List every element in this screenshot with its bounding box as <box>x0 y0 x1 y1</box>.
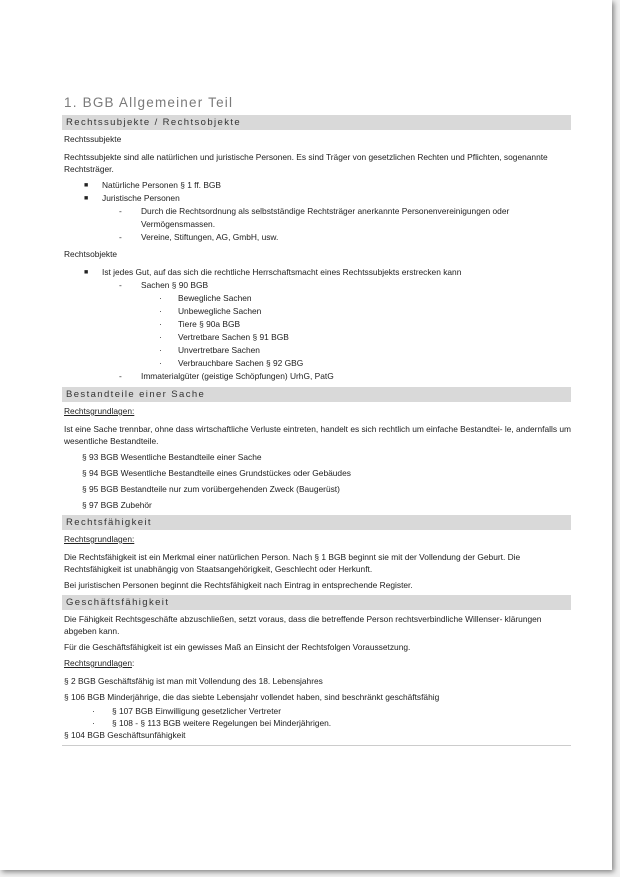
list-item: · Unvertretbare Sachen <box>159 345 260 355</box>
law-reference: § 94 BGB Wesentliche Bestandteile eines Grundstückes oder Gebäudes <box>82 468 351 478</box>
law-reference: § 93 BGB Wesentliche Bestandteile einer Sache <box>82 452 262 462</box>
section-heading-rechtsfaehigkeit: Rechtsfähigkeit <box>62 515 571 530</box>
rechtsfaehigkeit-text: Die Rechtsfähigkeit ist ein Merkmal einer natürlichen Person. Nach § 1 BGB beginnt sie mit der Vollendung der Geburt. Die Rechtsfähigkeit ist unabhängig von Staatsangehörigkeit, Geschlecht oder Herkunft. <box>64 552 521 574</box>
bullet-dot-icon: · <box>92 718 95 728</box>
page-content <box>62 95 571 746</box>
list-item: - Durch die Rechtsordnung als selbstständige Rechtsträger anerkannte Personenvereinigungen oder Vermögensmassen. <box>119 206 510 229</box>
bullet-dash-icon: - <box>119 371 122 381</box>
geschaeftsfaehigkeit-text-einsicht: Für die Geschäftsfähigkeit ist ein gewisses Maß an Einsicht der Rechtsfolgen Voraussetzung. <box>64 642 411 652</box>
section-heading-bestandteile: Bestandteile einer Sache <box>62 387 571 402</box>
list-item: ■ Natürliche Personen § 1 ff. BGB <box>84 180 222 190</box>
law-reference: § 106 BGB Minderjährige, die das siebte Lebensjahr vollendet haben, sind beschränkt geschäftsfähig <box>64 692 440 702</box>
geschaeftsfaehigkeit-text: Die Fähigkeit Rechtsgeschäfte abzuschließen, setzt voraus, dass die betreffende Person rechtsverbindliche Willenser- klärungen abgeben kann. <box>64 614 542 636</box>
bullet-square-icon: ■ <box>84 182 89 189</box>
bestandteile-text: Ist eine Sache trennbar, ohne dass wirtschaftliche Verluste eintreten, handelt es sich rechtlich um einfache Bestandtei- le, andernfalls um wesentliche Bestandteile. <box>64 424 571 446</box>
bullet-dot-icon: · <box>159 345 162 355</box>
bullet-dash-icon: - <box>119 280 122 290</box>
subheading-rechtssubjekte: Rechtssubjekte <box>64 134 122 144</box>
list-item: · Tiere § 90a BGB <box>159 319 241 329</box>
bullet-dot-icon: · <box>92 706 95 716</box>
list-item: ■ Juristische Personen <box>84 193 180 203</box>
subheading-rechtsgrundlagen: Rechtsgrundlagen: <box>64 534 135 544</box>
list-item: ■ Ist jedes Gut, auf das sich die rechtliche Herrschaftsmacht eines Rechtssubjekts erstrecken kann <box>84 267 462 277</box>
bullet-dot-icon: · <box>159 306 162 316</box>
law-reference: § 2 BGB Geschäftsfähig ist man mit Vollendung des 18. Lebensjahres <box>64 676 323 686</box>
list-item: · Bewegliche Sachen <box>159 293 252 303</box>
list-item: · Unbewegliche Sachen <box>159 306 262 316</box>
rechtssubjekte-list <box>62 179 571 244</box>
law-reference: § 95 BGB Bestandteile nur zum vorübergehenden Zweck (Baugerüst) <box>82 484 340 494</box>
bullet-square-icon: ■ <box>84 195 89 202</box>
list-item: · § 107 BGB Einwilligung gesetzlicher Vertreter <box>92 706 281 716</box>
list-item: · Vertretbare Sachen § 91 BGB <box>159 332 289 342</box>
list-item: · § 108 - § 113 BGB weitere Regelungen bei Minderjährigen. <box>92 718 332 728</box>
section-heading-geschaeftsfaehigkeit: Geschäftsfähigkeit <box>62 595 571 610</box>
law-reference: § 97 BGB Zubehör <box>82 500 152 510</box>
rechtsobjekte-list <box>62 266 571 383</box>
bullet-dot-icon: · <box>159 319 162 329</box>
bullet-dash-icon: - <box>119 206 122 216</box>
subheading-rechtsgrundlagen: Rechtsgrundlagen: <box>64 406 135 416</box>
bullet-dot-icon: · <box>159 332 162 342</box>
rechtsfaehigkeit-text-juristisch: Bei juristischen Personen beginnt die Rechtsfähigkeit nach Eintrag in entsprechende Register. <box>64 580 413 590</box>
section-heading-rechtssubjekte: Rechtssubjekte / Rechtsobjekte <box>62 115 571 130</box>
subheading-rechtsgrundlagen: Rechtsgrundlagen: <box>64 658 135 668</box>
list-item: · Verbrauchbare Sachen § 92 GBG <box>159 358 304 368</box>
rechtssubjekte-intro: Rechtssubjekte sind alle natürlichen und juristische Personen. Es sind Träger von gesetzlichen Rechten und Pflichten, sogenannte Rechtsträger. <box>64 152 548 174</box>
bullet-dot-icon: · <box>159 358 162 368</box>
list-item: - Sachen § 90 BGB <box>119 280 209 290</box>
bullet-dot-icon: · <box>159 293 162 303</box>
law-reference: § 104 BGB Geschäftsunfähigkeit <box>64 730 186 740</box>
section-end-divider <box>62 745 571 746</box>
list-item: - Vereine, Stiftungen, AG, GmbH, usw. <box>119 232 279 242</box>
list-item: - Immaterialgüter (geistige Schöpfungen) UrhG, PatG <box>119 371 334 381</box>
bullet-dash-icon: - <box>119 232 122 242</box>
chapter-title: 1. BGB Allgemeiner Teil <box>64 95 234 110</box>
bullet-square-icon: ■ <box>84 269 89 276</box>
subheading-rechtsobjekte: Rechtsobjekte <box>64 249 118 259</box>
